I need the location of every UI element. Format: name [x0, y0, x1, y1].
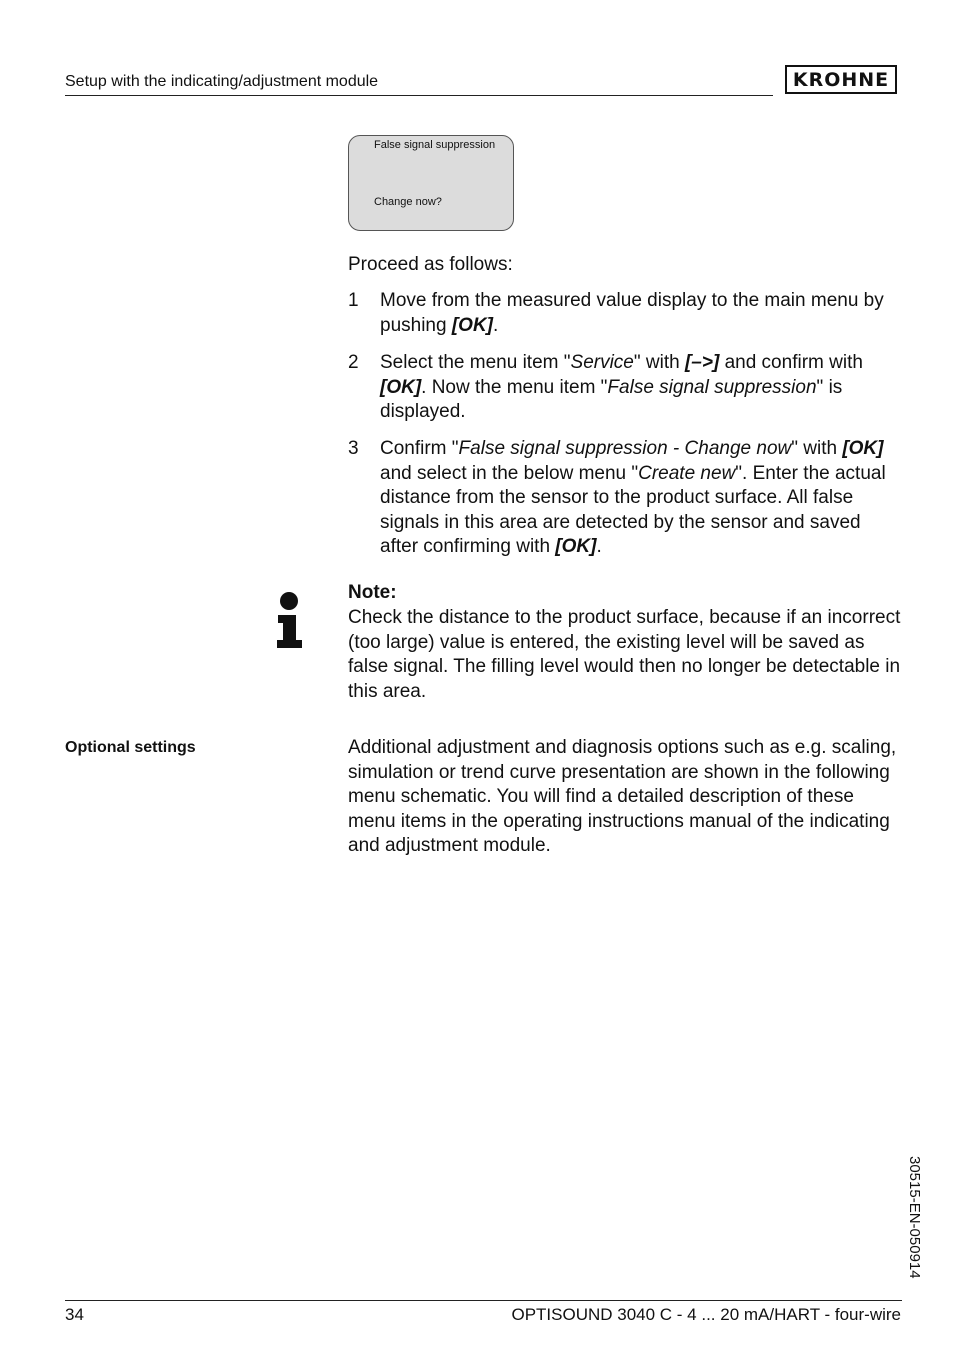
- step-number: 3: [348, 438, 359, 459]
- krohne-logo: KROHNE: [785, 65, 897, 94]
- key-ok: [OK]: [555, 536, 597, 557]
- key-arrow: [–>]: [684, 352, 720, 373]
- step-text: Confirm "False signal suppression - Change now" with [OK] and select in the below menu "Create new". Enter the actual distance from the sensor to the product surface. All false signals in this area are detected by the sensor and saved after confirming with [OK].: [380, 438, 886, 557]
- header-title: Setup with the indicating/adjustment module: [65, 73, 379, 90]
- optional-settings-heading: Optional settings: [65, 739, 196, 756]
- page-number: 34: [65, 1305, 84, 1324]
- document-code: 30515-EN-050914: [906, 1156, 923, 1279]
- menu-item-name: False signal suppression - Change now: [458, 438, 792, 459]
- note-title: Note:: [348, 582, 397, 603]
- module-display: [348, 135, 514, 231]
- header-divider: [65, 95, 773, 96]
- step-3: [348, 437, 903, 560]
- menu-item-name: Service: [570, 352, 634, 373]
- menu-item-name: False signal suppression: [607, 376, 817, 398]
- info-icon: [276, 591, 304, 649]
- key-ok: [OK]: [380, 376, 422, 398]
- step-text: Move from the measured value display to the main menu by pushing [OK].: [380, 290, 884, 336]
- key-ok: [OK]: [451, 314, 493, 336]
- intro-text: Proceed as follows:: [348, 254, 513, 275]
- display-line-2: Change now?: [374, 196, 442, 208]
- optional-settings-body: Additional adjustment and diagnosis options such as e.g. scaling, simulation or trend curve presentation are shown in the following menu schematic. You will find a detailed description of these menu items in the operating instructions manual of the indicating and adjustment module.: [348, 737, 897, 856]
- step-2: [348, 351, 903, 425]
- key-ok: [OK]: [842, 438, 884, 459]
- step-number: 2: [348, 352, 359, 373]
- display-line-1: False signal suppression: [374, 139, 496, 151]
- step-number: 1: [348, 290, 359, 311]
- step-text: Select the menu item "Service" with [–>] and confirm with [OK]. Now the menu item "False signal suppression" is displayed.: [380, 352, 863, 422]
- menu-item-name: Create new: [638, 462, 736, 484]
- footer-title: OPTISOUND 3040 C - 4 ... 20 mA/HART - four-wire: [511, 1305, 901, 1324]
- note-body: Check the distance to the product surface, because if an incorrect (too large) value is entered, the existing level will be saved as false signal. The filling level would then no longer be detectable in this area.: [348, 607, 901, 702]
- step-1: [348, 289, 903, 338]
- footer-divider: [65, 1300, 902, 1301]
